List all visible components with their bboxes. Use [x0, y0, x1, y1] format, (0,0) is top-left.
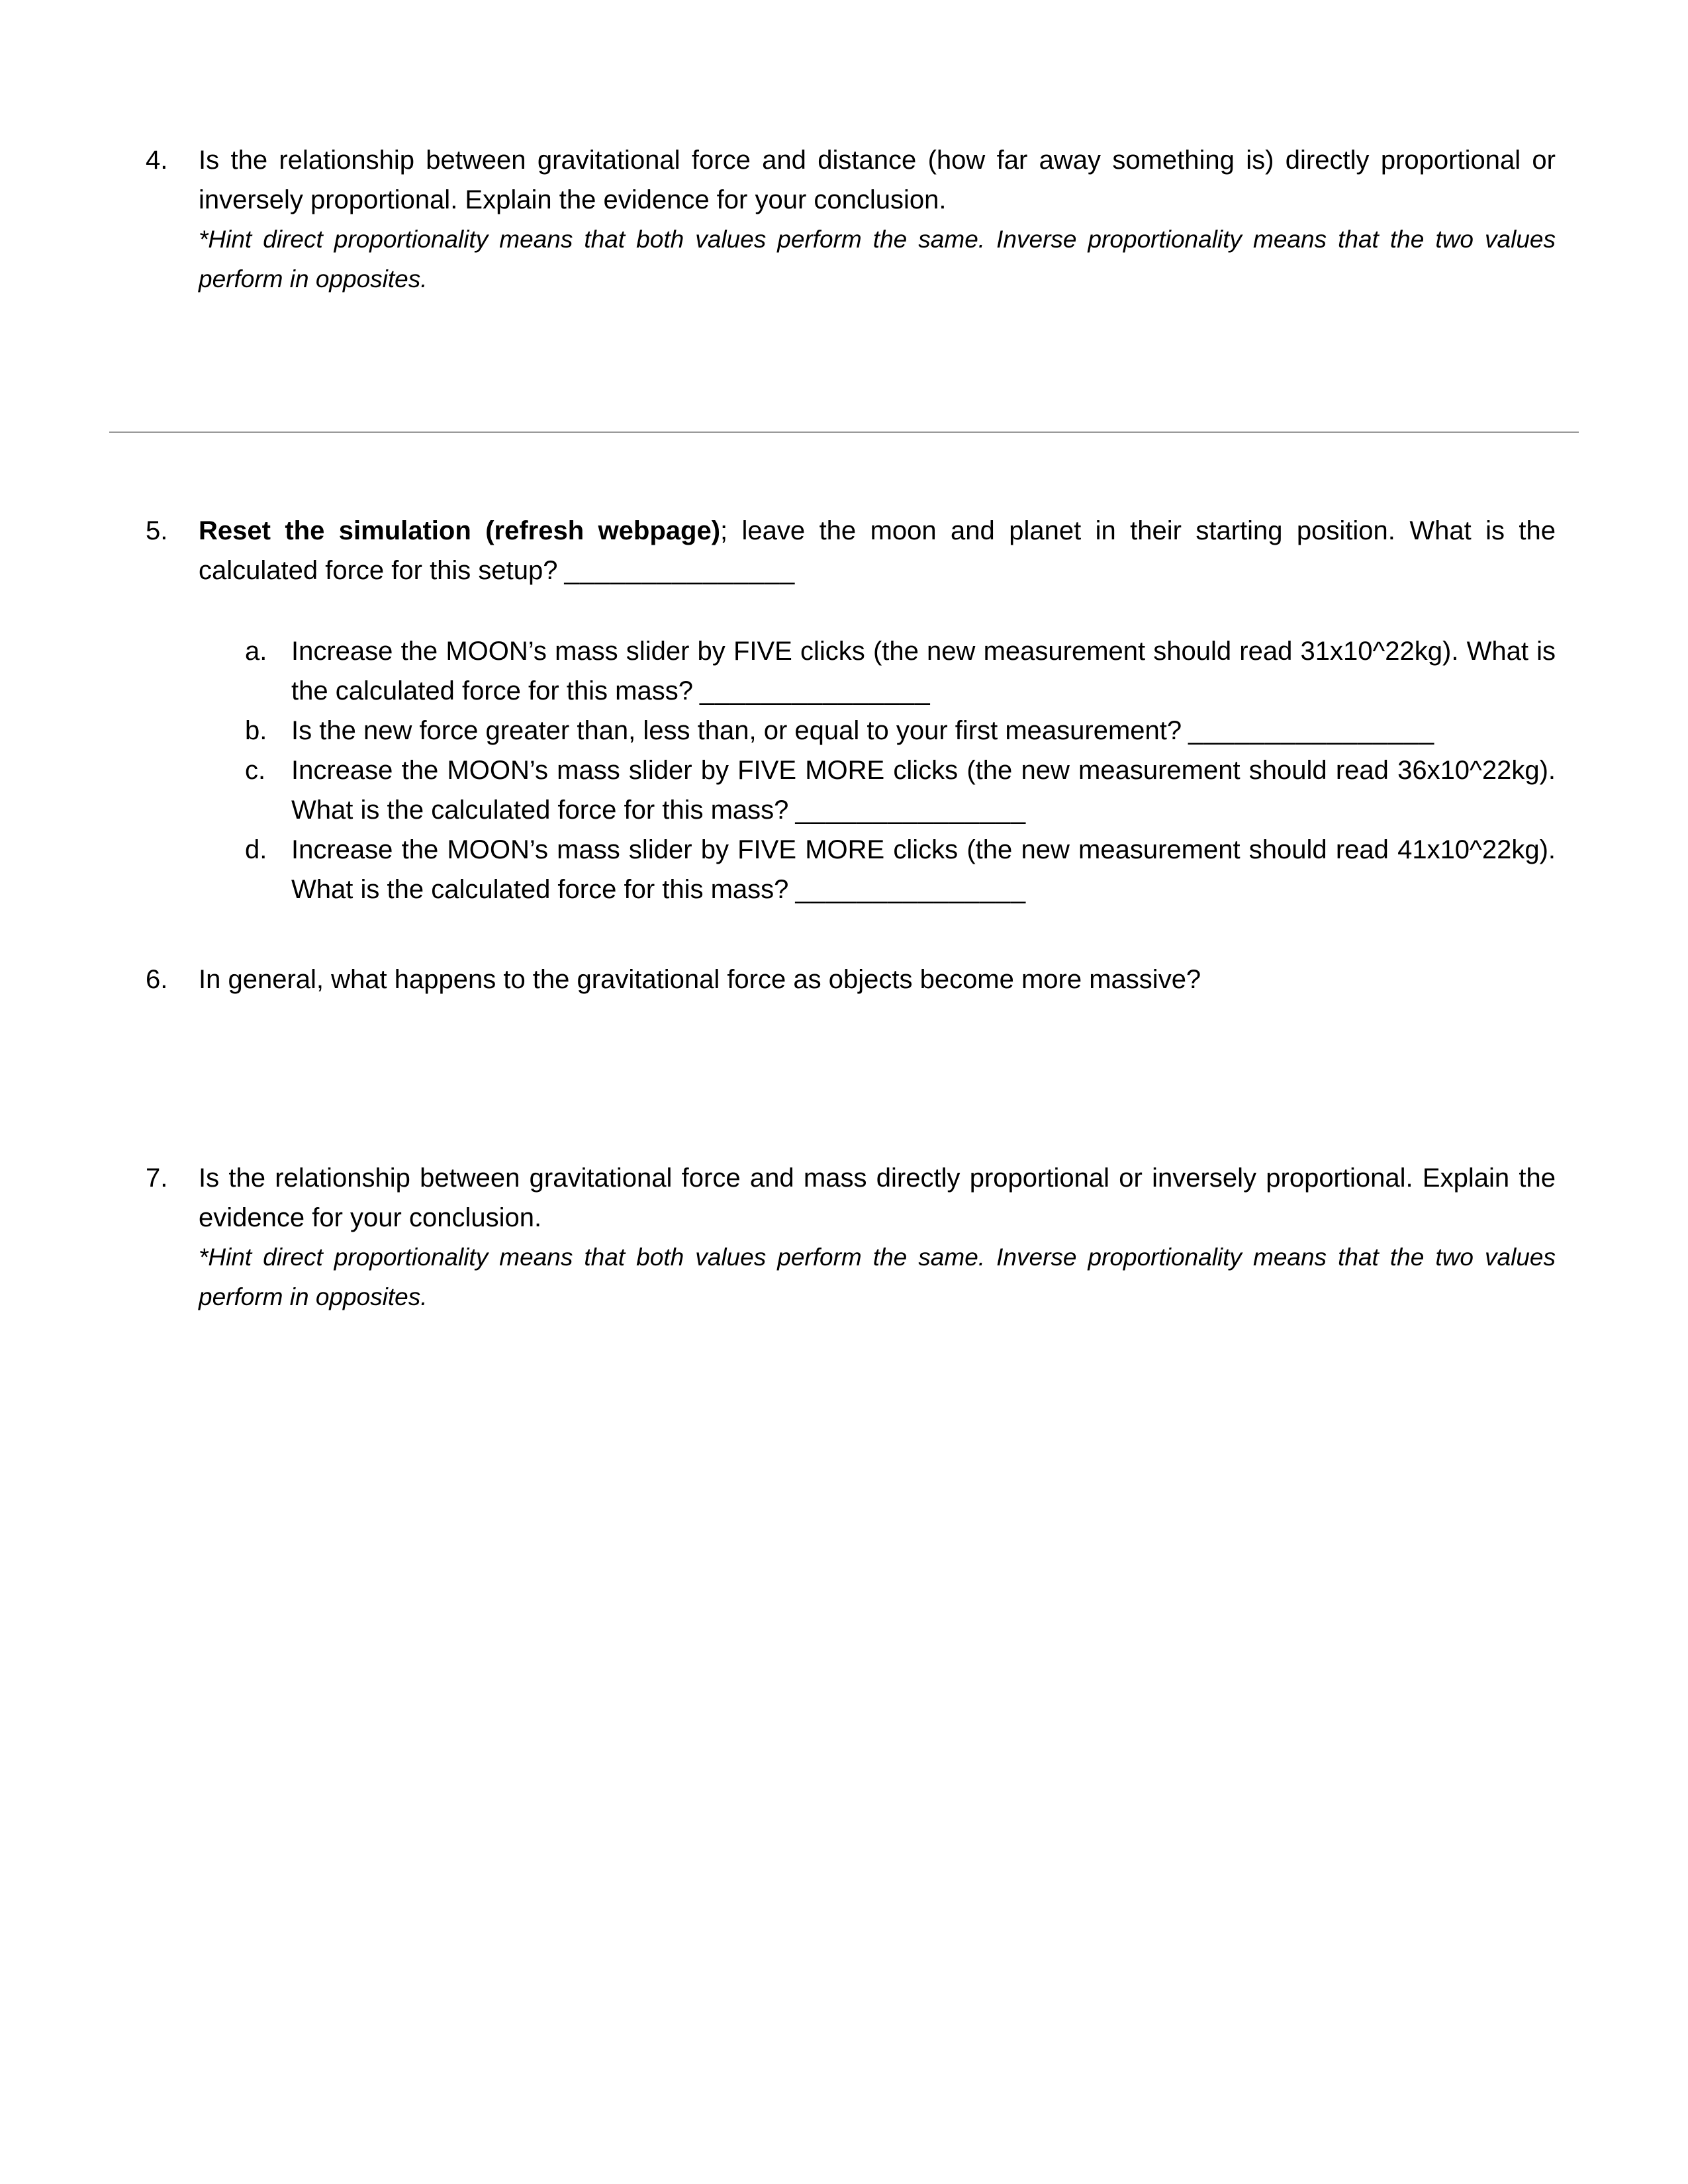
answer-blank-q5c: _______________ [795, 796, 1027, 825]
question-6-number: 6. [146, 965, 168, 994]
question-5d-text: Increase the MOON’s mass slider by FIVE MORE clicks (the new measurement should read 41x10^22kg). What is the calculated force for this mass? [291, 835, 1556, 904]
question-5c-text: Increase the MOON’s mass slider by FIVE MORE clicks (the new measurement should read 36x10^22kg). What is the calculated force for this mass? [291, 756, 1556, 825]
question-5c [245, 751, 1556, 830]
answer-blank-q5: _______________ [564, 556, 796, 585]
question-5-rest-text: ; leave the moon and planet in their starting position. What is the calculated force for this setup? [199, 516, 1556, 585]
section-divider [109, 432, 1579, 433]
question-5a [245, 631, 1556, 711]
question-5-number: 5. [146, 516, 168, 545]
question-7-number: 7. [146, 1163, 168, 1193]
question-5d-text-block [291, 830, 1556, 909]
question-7-text: Is the relationship between gravitational force and mass directly proportional or inversely proportional. Explain the evidence for your conclusion. [199, 1163, 1556, 1232]
question-5c-text-block [291, 751, 1556, 830]
question-5c-letter: c. [245, 756, 266, 785]
question-5d [245, 830, 1556, 909]
question-5-subquestions [199, 631, 1556, 909]
question-7 [146, 1158, 1556, 1317]
question-4-hint: *Hint direct proportionality means that both values perform the same. Inverse proportionality means that the two values perform in opposites. [199, 226, 1556, 293]
question-5b-text: Is the new force greater than, less than, or equal to your first measurement? [291, 716, 1182, 745]
question-5b-letter: b. [245, 716, 267, 745]
question-5a-text-block [291, 631, 1556, 711]
question-5 [146, 511, 1556, 909]
question-4-body [199, 140, 1556, 299]
question-5b-text-block [291, 711, 1556, 751]
answer-blank-q5d: _______________ [795, 875, 1027, 904]
question-5-bold-text: Reset the simulation (refresh webpage) [199, 516, 721, 545]
question-5d-letter: d. [245, 835, 267, 864]
question-6-text: In general, what happens to the gravitational force as objects become more massive? [199, 965, 1201, 994]
question-5-text [199, 511, 1556, 590]
question-6-body [199, 960, 1556, 999]
question-4 [146, 140, 1556, 299]
answer-blank-q5b: ________________ [1188, 716, 1435, 745]
question-5a-text: Increase the MOON’s mass slider by FIVE clicks (the new measurement should read 31x10^22kg). What is the calculated force for this mass? [291, 637, 1556, 705]
question-4-text: Is the relationship between gravitational force and distance (how far away something is) directly proportional or inversely proportional. Explain the evidence for your conclusion. [199, 146, 1556, 214]
question-5-body [199, 511, 1556, 909]
question-7-body [199, 1158, 1556, 1317]
answer-blank-q5a: _______________ [699, 676, 931, 705]
question-6 [146, 960, 1556, 999]
question-5a-letter: a. [245, 637, 267, 666]
question-4-number: 4. [146, 146, 168, 175]
question-5b [245, 711, 1556, 751]
question-7-hint: *Hint direct proportionality means that both values perform the same. Inverse proportionality means that the two values perform in opposites. [199, 1244, 1556, 1310]
